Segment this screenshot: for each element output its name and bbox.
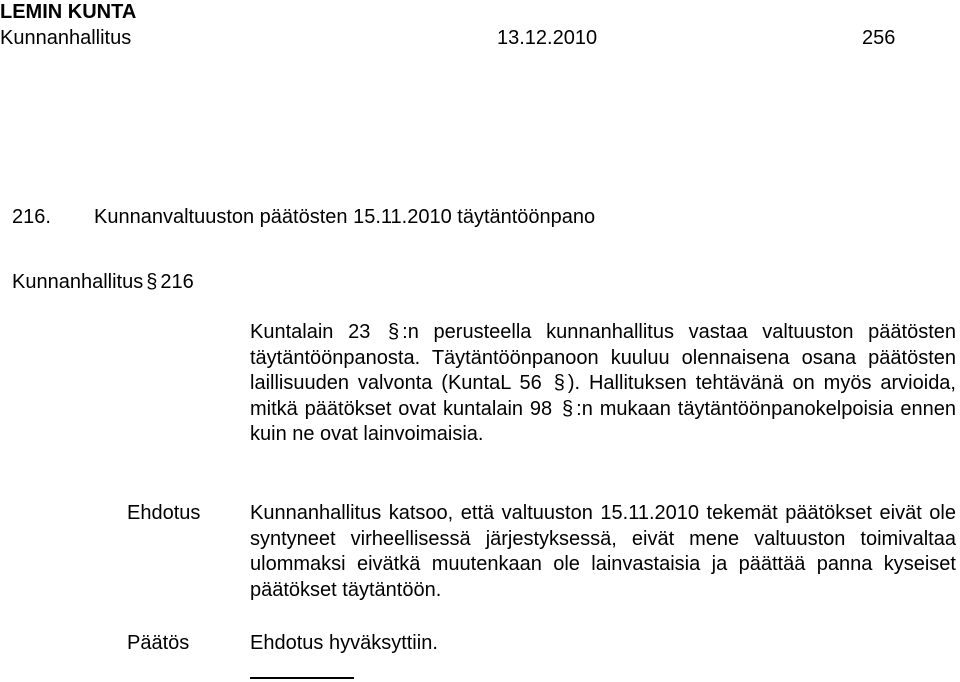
decision-label: Päätös bbox=[127, 632, 190, 654]
section-reference bbox=[12, 270, 194, 294]
meeting-date: 13.12.2010 bbox=[497, 27, 598, 49]
intro-part-1: Kuntalain 23 bbox=[250, 321, 371, 343]
page-number: 256 bbox=[862, 27, 896, 49]
section-symbol: § bbox=[146, 271, 158, 293]
item-title: Kunnanvaltuuston päätösten 15.11.2010 täytäntöönpano bbox=[94, 206, 596, 228]
section-symbol: § bbox=[388, 321, 400, 343]
section-symbol: § bbox=[553, 372, 565, 394]
intro-paragraph bbox=[250, 320, 956, 448]
decision-text: Ehdotus hyväksyttiin. bbox=[250, 632, 438, 654]
intro-part-3: ). Hallituksen tehtävänä on myös arvioida, mitkä päätökset ovat kuntalain 98 bbox=[250, 372, 956, 420]
item-heading bbox=[12, 205, 595, 229]
section-symbol: § bbox=[562, 397, 574, 420]
department-name: Kunnanhallitus bbox=[0, 27, 132, 49]
reference-number: 216 bbox=[160, 271, 194, 293]
intro-part-2: :n perusteella kunnanhallitus vastaa valtuuston päätösten täytäntöönpanosta. Täytäntöönpanoon kuuluu olennaisena osana päätösten laillisuuden valvonta (KuntaL 56 bbox=[250, 321, 956, 394]
proposal-label: Ehdotus bbox=[127, 502, 201, 524]
item-number: 216. bbox=[12, 206, 51, 228]
reference-body: Kunnanhallitus bbox=[12, 271, 144, 293]
intro-part-4: :n mukaan täytäntöönpanokelpoisia ennen kuin ne ovat lainvoimaisia. bbox=[250, 397, 956, 445]
proposal-text: Kunnanhallitus katsoo, että valtuuston 15.11.2010 tekemät päätökset eivät ole syntyneet virheellisessä järjestyksessä, eivät mene valtuuston toimivaltaa ulommaksi eivätkä muutenkaan ole lainvastaisia ja päättää panna kyseiset päätökset täytäntöön. bbox=[250, 502, 956, 601]
organization-name: LEMIN KUNTA bbox=[0, 1, 137, 23]
signature-rule bbox=[250, 677, 354, 679]
